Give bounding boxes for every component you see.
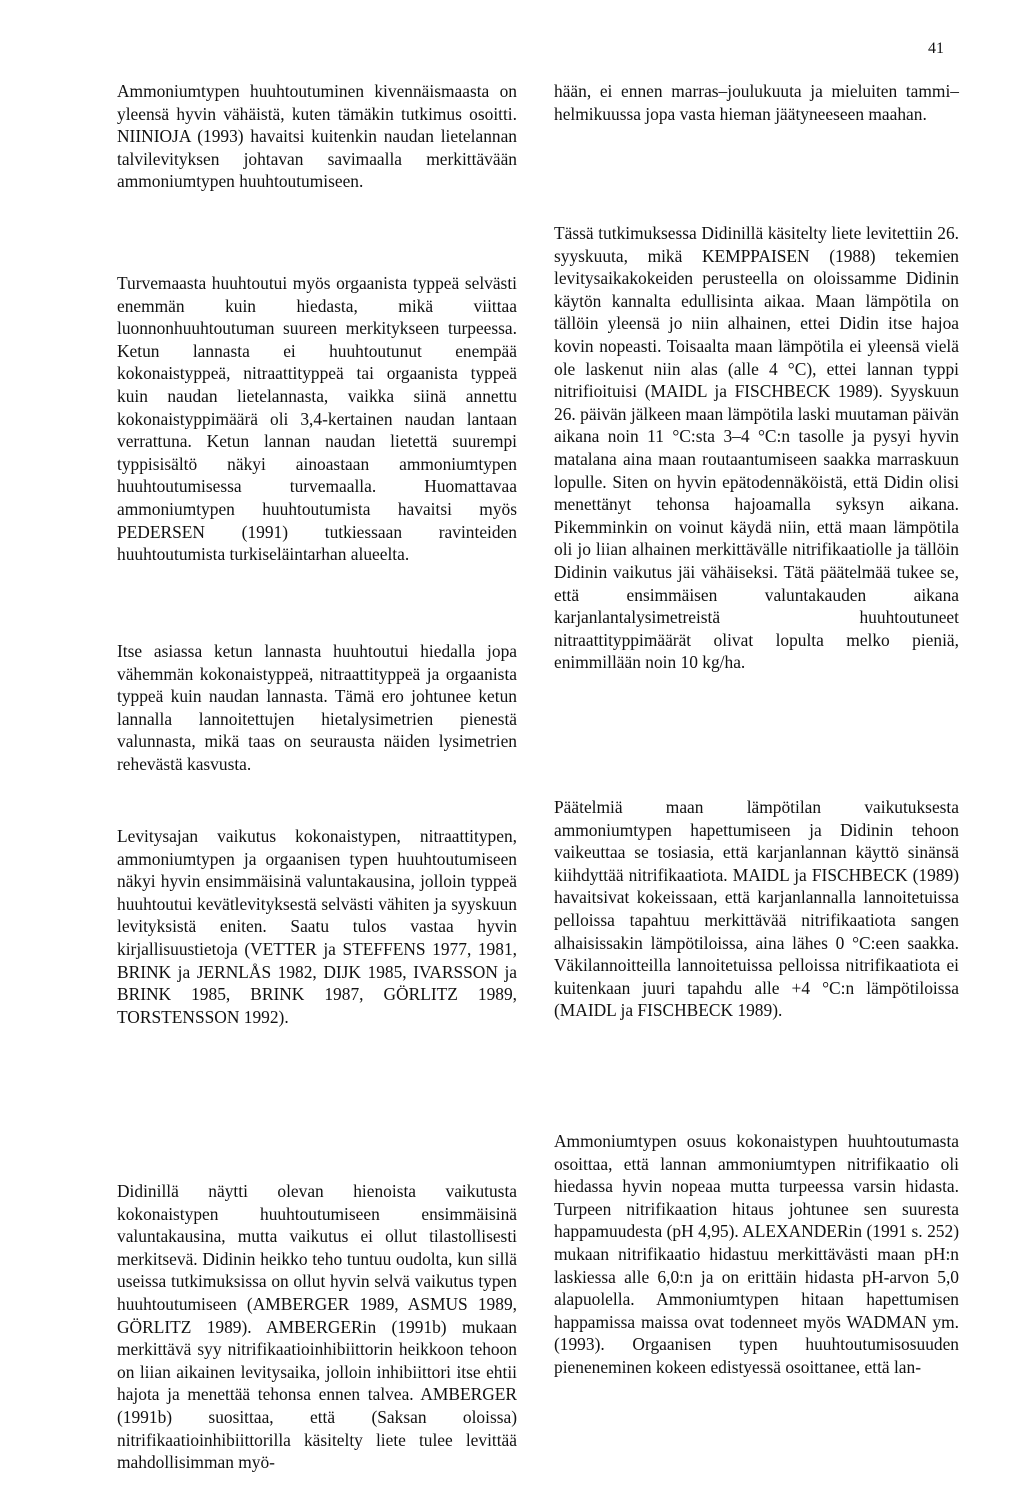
paragraph: Itse asiassa ketun lannasta huuhtoutui hiedalla jopa vähemmän kokonaistyppeä, nitraattityppeä ja orgaanista typpeä kuin naudan lannasta. Tämä ero johtunee ketun lannalla lannoitettujen hietalysimetrien pienestä valunnasta, mikä taas on seurausta näiden lysimetrien rehevästä kasvusta. <box>117 641 517 774</box>
paragraph: Levitysajan vaikutus kokonaistypen, nitraattitypen, ammoniumtypen ja orgaanisen typen huuhtoutumiseen näkyi hyvin ensimmäisinä valuntakausina, jolloin typpeä huuhtoutui kevätlevityksestä selvästi vähiten ja syyskuun levityksistä eniten. Saatu tulos vastaa hyvin kirjallisuustietoja (VETTER ja STEFFENS 1977, 1981, BRINK ja JERNLÅS 1982, DIJK 1985, IVARSSON ja BRINK 1985, BRINK 1987, GÖRLITZ 1989, TORSTENSSON 1992). <box>117 826 517 1027</box>
paragraph: Ammoniumtypen osuus kokonaistypen huuhtoutumasta osoittaa, että lannan ammoniumtypen nitrifikaatio oli hiedassa hyvin nopeaa mutta turpeessa varsin hidasta. Turpeen nitrifikaation hitaus johtunee sen suuresta happamuudesta (pH 4,95). ALEXANDERin (1991 s. 252) mukaan nitrifikaatio hidastuu merkittävästi maan pH:n laskiessa alle 6,0:n ja on erittäin hidasta pH-arvon 5,0 alapuolella. Ammoniumtypen hitaan hapettumisen happamissa maissa ovat todenneet myös WADMAN ym. (1993). Orgaanisen typen huuhtoutumisosuuden pieneneminen kokeen edistyessä osoittanee, että lan- <box>554 1131 959 1377</box>
paragraph: Didinillä näytti olevan hienoista vaikutusta kokonaistypen huuhtoutumiseen ensimmäisinä valuntakausina, mutta vaikutus ei ollut tilastollisesti merkitsevä. Didinin heikko teho tuntuu oudolta, kun sillä useissa tutkimuksissa on ollut hyvin selvä vaikutus typen huuhtoutumiseen (AMBERGER 1989, ASMUS 1989, GÖRLITZ 1989). AMBERGERin (1991b) mukaan merkittävä syy nitrifikaatioinhibiittorin heikkoon tehoon on liian aikainen levitysaika, jolloin inhibiittori itse ehtii hajota ja menettää tehonsa ennen talvea. AMBERGER (1991b) suosittaa, että (Saksan oloissa) nitrifikaatioinhibiittorilla käsitelty liete tulee levittää mahdollisimman myö- <box>117 1181 517 1473</box>
page-number: 41 <box>928 40 944 57</box>
paragraph: Turvemaasta huuhtoutui myös orgaanista typpeä selvästi enemmän kuin hiedasta, mikä viittaa luonnonhuuhtoutuman suureen merkitykseen turpeessa. Ketun lannasta ei huuhtoutunut enempää kokonaistyppeä, nitraattityppeä tai orgaanista typpeä kuin naudan lietelannasta, vaikka siinä annettu kokonaistyppimäärä oli 3,4-kertainen naudan lantaan verrattuna. Ketun lannan naudan lietettä suurempi typpisisältö näkyi ainoastaan ammoniumtypen huuhtoutumisessa turvemaalla. Huomattavaa ammoniumtypen huuhtoutumista havaitsi myös PEDERSEN (1991) tutkiessaan ravinteiden huuhtoutumista turkiseläintarhan alueelta. <box>117 273 517 565</box>
paragraph: Tässä tutkimuksessa Didinillä käsitelty liete levitettiin 26. syyskuuta, mikä KEMPPAISEN (1988) tekemien levitysaikakokeiden perusteella on oloissamme Didinin käytön kannalta edullisinta aikaa. Maan lämpötila on tällöin yleensä jo niin alhainen, ettei Didin itse hajoa kovin nopeasti. Toisaalta maan lämpötila ei yleensä vielä ole laskenut niin alas (alle 4 °C), ettei lannan typpi nitrifioituisi (MAIDL ja FISCHBECK 1989). Syyskuun 26. päivän jälkeen maan lämpötila laski muutaman päivän aikana noin 11 °C:sta 3–4 °C:n tasolle ja pysyi hyvin matalana aina maan routaantumiseen saakka marraskuun lopulle. Siten on hyvin epätodennäköistä, että Didin olisi menettänyt tehonsa hajoamalla syksyn aikana. Pikemminkin on voinut käydä niin, että maan lämpötila oli jo liian alhainen merkittävälle nitrifikaatiolle ja tällöin Didinin vaikutus jäi vähäiseksi. Tätä päätelmää tukee se, että ensimmäisen valuntakauden aikana karjanlantalysimetreistä huuhtoutuneet nitraattityppimäärät olivat lopulta melko pieniä, enimmillään noin 10 kg/ha. <box>554 223 959 673</box>
paragraph: Ammoniumtypen huuhtoutuminen kivennäismaasta on yleensä hyvin vähäistä, kuten tämäkin tutkimus osoitti. NIINIOJA (1993) havaitsi kuitenkin naudan lietelannan talvilevityksen johtavan savimaalla merkittävään ammoniumtypen huuhtoutumiseen. <box>117 81 517 192</box>
paragraph: Päätelmiä maan lämpötilan vaikutuksesta ammoniumtypen hapettumiseen ja Didinin tehoon vaikeuttaa se tosiasia, että karjanlannan käyttö sinänsä kiihdyttää nitrifikaatiota. MAIDL ja FISCHBECK (1989) havaitsivat kokeissaan, että karjanlannalla lannoitetuissa pelloissa tapahtuu merkittävää nitrifikaatiota sangen alhaisissakin lämpötiloissa, aina lähes 0 °C:een saakka. Väkilannoitteilla lannoitetuissa pelloissa nitrifikaatiota ei kuitenkaan juuri tapahdu alle +4 °C:n lämpötiloissa (MAIDL ja FISCHBECK 1989). <box>554 797 959 1021</box>
paragraph: hään, ei ennen marras–joulukuuta ja mieluiten tammi–helmikuussa jopa vasta hieman jäätyneeseen maahan. <box>554 81 959 124</box>
